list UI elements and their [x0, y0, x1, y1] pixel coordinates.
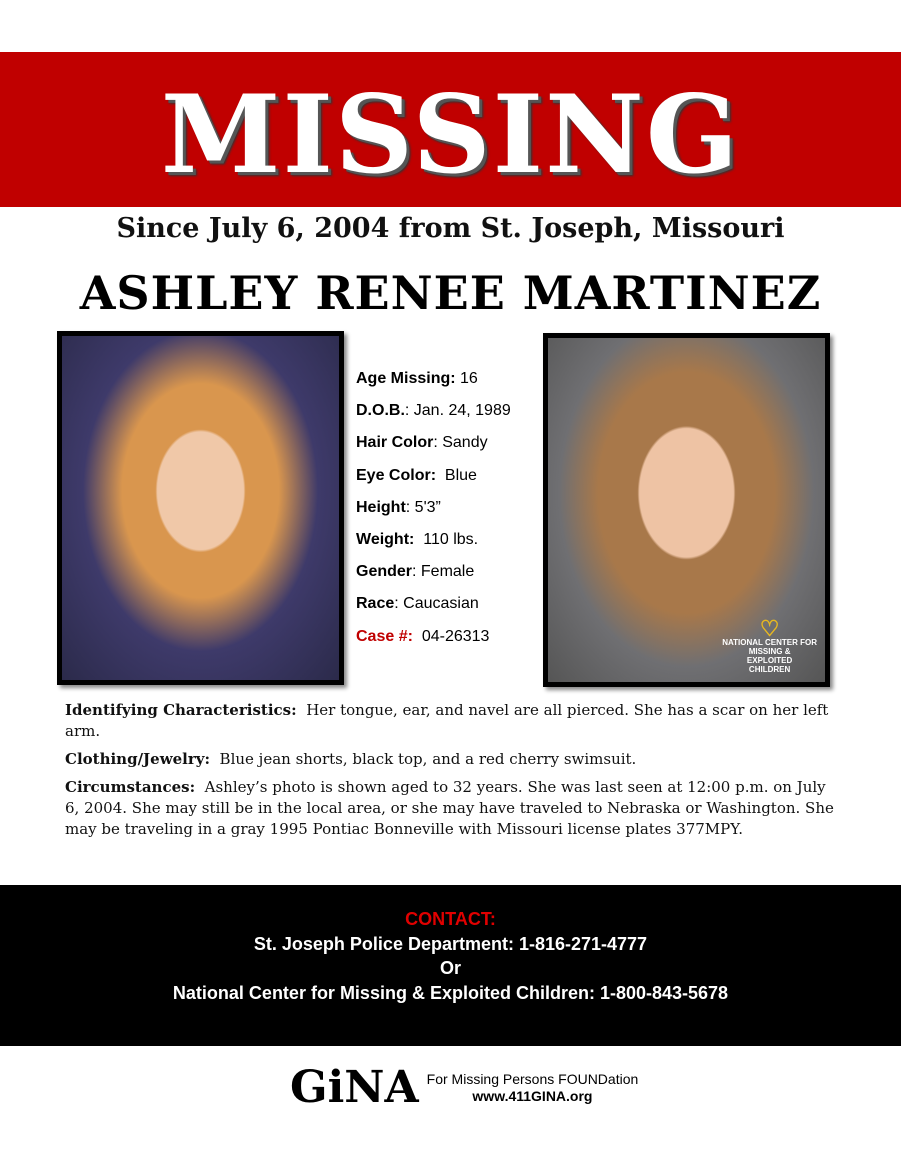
stat-gender: Gender: Female [356, 563, 475, 581]
stat-weight: Weight: 110 lbs. [356, 531, 479, 549]
details [65, 700, 835, 847]
age-progressed-photo [543, 333, 830, 687]
contact-ncmec: National Center for Missing & Exploited Children: 1-800-843-5678 [172, 982, 729, 1003]
stat-age: Age Missing: 16 [356, 370, 478, 387]
contact-section [0, 885, 901, 1046]
gina-tagline: For Missing Persons FOUNDation [426, 1070, 639, 1087]
stat-race: Race: Caucasian [356, 595, 479, 613]
contact-or: Or [439, 958, 461, 978]
contact-police: St. Joseph Police Department: 1-816-271-4777 [253, 933, 648, 954]
missing-since: Since July 6, 2004 from St. Joseph, Missouri [116, 213, 785, 244]
stat-case: Case #: 04-26313 [356, 627, 490, 645]
stats-list [356, 363, 511, 653]
gina-url[interactable]: www.411GINA.org [472, 1087, 593, 1104]
gina-logo [290, 1062, 638, 1113]
person-name: ASHLEY RENEE MARTINEZ [79, 266, 822, 320]
ncmec-logo: ♡ NATIONAL CENTER FOR MISSING & EXPLOITED CHILDREN [722, 616, 817, 674]
stat-height: Height: 5'3” [356, 498, 441, 516]
gina-wordmark: GiNA [290, 1062, 419, 1113]
missing-title: MISSING [160, 72, 741, 198]
stat-dob: D.O.B.: Jan. 24, 1989 [356, 402, 511, 420]
clothing-jewelry: Clothing/Jewelry: Blue jean shorts, black top, and a red cherry swimsuit. [65, 750, 637, 768]
identifying-characteristics: Identifying Characteristics: Her tongue, ear, and navel are all pierced. She has a scar on her left arm. [65, 701, 829, 740]
stat-eyes: Eye Color: Blue [356, 466, 477, 484]
photo-at-disappearance [57, 331, 344, 685]
circumstances: Circumstances: Ashley’s photo is shown aged to 32 years. She was last seen at 12:00 p.m. on July 6, 2004. She may still be in the local area, or she may have traveled to Nebraska or Washington. She may be traveling in a gray 1995 Pontiac Bonneville with Missouri license plates 377MPY. [65, 778, 834, 838]
contact-heading: CONTACT: [405, 909, 496, 929]
stat-hair: Hair Color: Sandy [356, 434, 488, 452]
